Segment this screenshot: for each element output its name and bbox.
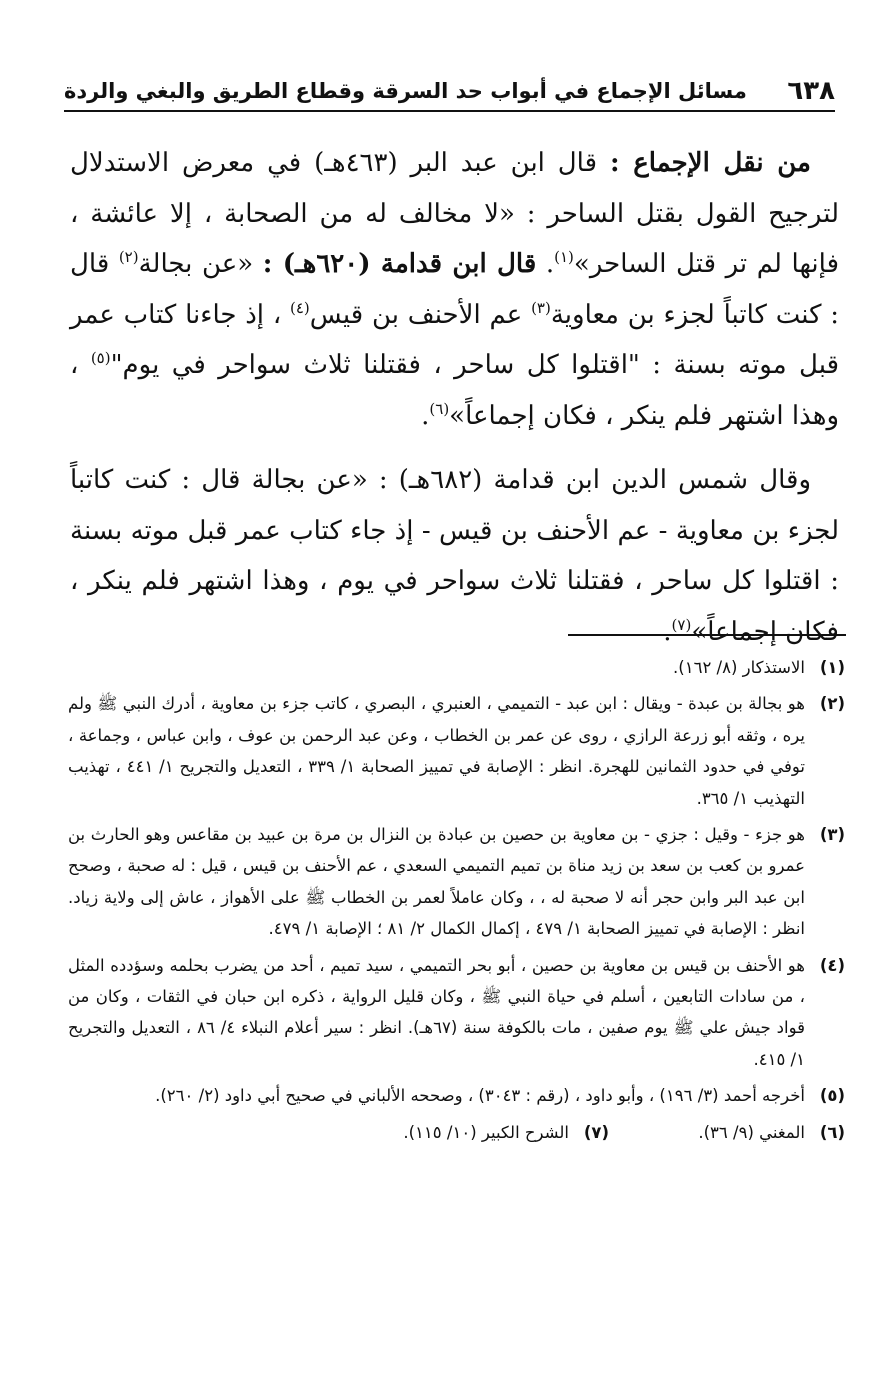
footnote-text: المغني (٩/ ٣٦). [698,1122,805,1142]
paragraph-1 [70,138,839,441]
footnote-number: (٥) [819,1086,845,1106]
section-lead: من نقل الإجماع : [609,148,811,178]
footnote-7 [68,1117,609,1148]
footnote-text: أخرجه أحمد (٣/ ١٩٦) ، وأبو داود ، (رقم : ٣٠٤٣) ، وصححه الألباني في صحيح أبي داود (٢/ ٢٦٠). [155,1086,805,1106]
text-run: قال : كنت كاتباً لجزء بن معاوية [70,249,839,330]
footnote-divider [568,634,846,636]
footnote-number: (١) [819,658,845,677]
paragraph-2 [70,455,839,657]
text-run: «عن بجالة [138,249,263,279]
text-run: . [663,616,672,647]
footnote-text: الاستذكار (٨/ ١٦٢). [673,658,805,677]
main-text [70,138,839,657]
footnote-ref-4[interactable]: (٤) [290,298,310,317]
footnote-row-6-7 [68,1117,845,1148]
footnote-text: هو جزء - وقيل : جزي - بن معاوية بن حصين بن عبادة بن النزال بن مرة بن عبيد بن مقاعس وهو الحارث بن عمرو بن كعب بن سعد بن زيد مناة بن تميم التميمي السعدي ، عم الأحنف بن قيس ، قيل : له صحبة ، وصحح ابن عبد البر وابن حجر أنه لا صحبة له ، ، وكان عاملاً لعمر بن الخطاب ﷺ على الأهواز ، عاش إلى ولاية زياد. انظر : الإصابة في تمييز الصحابة ١/ ٤٧٩ ، إكمال الكمال ٢/ ٨١ ؛ الإصابة ١/ ٤٧٩. [68,825,805,939]
footnote-ref-5[interactable]: (٥) [90,349,111,367]
text-run: قال ابن عبد البر (٤٦٣هـ) في معرض الاستدلال لترجيح القول بقتل الساحر : «لا مخالف له من الصحابة ، إلا عائشة ، فإنها لم تر قتل الساحر» [70,148,840,279]
footnotes [68,652,845,1148]
footnote-ref-6[interactable]: (٦) [429,399,450,418]
text-run: . [536,249,555,279]
footnote-4 [68,950,845,1076]
footnote-text: الشرح الكبير (١٠/ ١١٥). [403,1122,569,1142]
text-run: ، إذ جاءنا كتاب عمر قبل موته بسنة : "اقتلوا كل ساحر ، فقتلنا ثلاث سواحر في يوم" [70,299,840,380]
footnote-number: (٢) [819,694,845,714]
footnote-number: (٤) [819,955,845,975]
text-run: ، وهذا اشتهر فلم ينكر ، فكان إجماعاً» [70,350,839,431]
footnote-ref-2[interactable]: (٢) [118,248,139,266]
running-header [64,66,835,112]
quoted-author: قال ابن قدامة (٦٢٠هـ) : [262,249,537,279]
footnote-5 [68,1080,845,1111]
footnote-ref-3[interactable]: (٣) [531,298,551,317]
footnote-number: (٦) [819,1122,845,1142]
page-number: ٦٣٨ [787,76,835,106]
text-run: . [421,400,430,431]
footnote-1 [68,652,845,683]
footnote-number: (٧) [583,1122,609,1142]
running-title: مسائل الإجماع في أبواب حد السرقة وقطاع الطريق والبغي والردة [64,79,747,103]
footnote-6 [609,1117,845,1148]
footnote-text: هو الأحنف بن قيس بن معاوية بن حصين ، أبو بحر التميمي ، سيد تميم ، أحد من يضرب بحلمه وسؤدده المثل ، من سادات التابعين ، أسلم في حياة النبي ﷺ ، وكان قليل الرواية ، ذكره ابن حبان في الثقات ، وكان من قواد جيش علي ﷺ يوم صفين ، مات بالكوفة سنة (٦٧هـ). انظر : سير أعلام النبلاء ٤/ ٨٦ ، التعديل والتجريح ١/ ٤١٥. [68,955,805,1069]
text-run: عم الأحنف بن قيس [309,299,532,330]
text-run: وقال شمس الدين ابن قدامة (٦٨٢هـ) : «عن بجالة قال : كنت كاتباً لجزء بن معاوية - عم الأحنف بن قيس - إذ جاء كتاب عمر قبل موته بسنة : اقتلوا كل ساحر ، فقتلنا ثلاث سواحر في يوم ، وهذا اشتهر فلم ينكر ، فكان إجماعاً» [70,465,839,647]
footnote-number: (٣) [819,825,845,845]
footnote-text: هو بجالة بن عبدة - ويقال : ابن عبد - التميمي ، العنبري ، البصري ، كاتب جزء بن معاوية ، أدرك النبي ﷺ ولم يره ، وثقه أبو زرعة الرازي ، روى عن عمر بن الخطاب ، وعن عبد الرحمن بن عوف ، وابن عباس ، وجماعة ، توفي في حدود الثمانين للهجرة. انظر : الإصابة في تمييز الصحابة ١/ ٣٣٩ ، التعديل والتجريح ١/ ٤٤١ ، تهذيب التهذيب ١/ ٣٦٥. [68,694,806,808]
footnote-ref-7[interactable]: (٧) [671,615,692,634]
footnote-ref-1[interactable]: (١) [554,248,574,266]
footnote-3 [68,819,845,945]
footnote-2 [68,688,845,814]
